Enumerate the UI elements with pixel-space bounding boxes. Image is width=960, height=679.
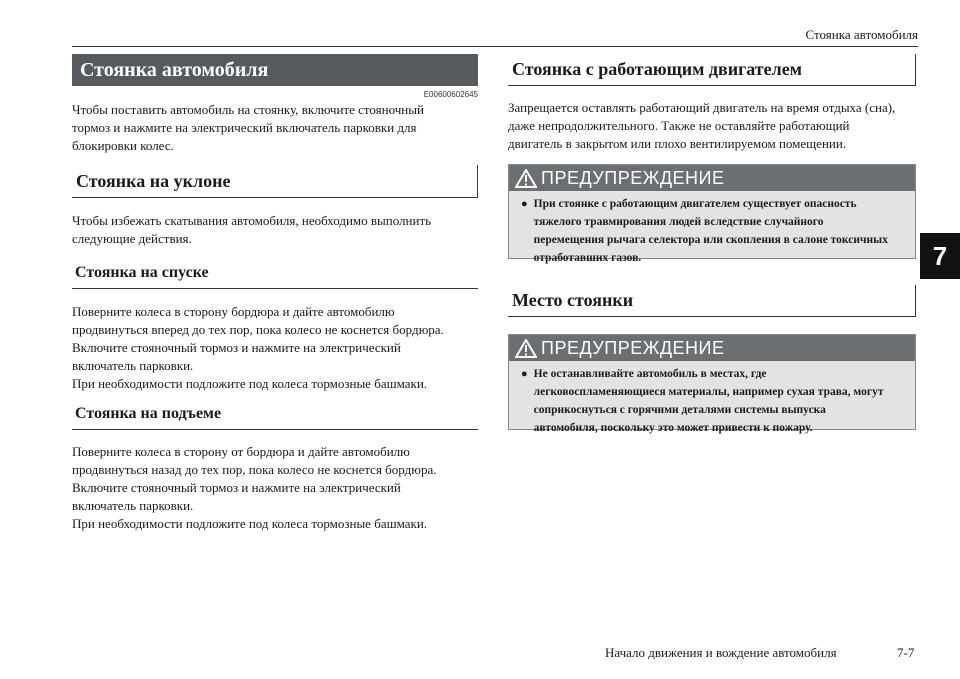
warning-line: автомобиля, поскольку это может привести к пожару. [533, 422, 813, 434]
warning-box-place [508, 334, 916, 434]
warning-header [509, 165, 915, 191]
warning-line: При стоянке с работающим двигателем существует опасность [533, 198, 857, 210]
text-line: следующие действия. [72, 231, 192, 246]
warning-line: тяжелого травмирования людей вследствие случайного [533, 216, 824, 228]
running-header: Стоянка автомобиля [805, 27, 918, 42]
text-line: включатель парковки. [72, 358, 194, 373]
text-line: При необходимости подложите под колеса тормозные башмаки. [72, 376, 428, 391]
text-line: Включите стояночный тормоз и нажмите на электрический [72, 480, 401, 495]
text-line: включатель парковки. [72, 498, 194, 513]
downhill-paragraph [72, 303, 478, 393]
top-rule [72, 46, 918, 47]
warning-line: отработавших газов. [533, 252, 642, 264]
engine-paragraph [508, 99, 918, 153]
text-line: Поверните колеса в сторону от бордюра и дайте автомобилю [72, 444, 410, 459]
section-title-parking: Стоянка автомобиля [72, 54, 478, 86]
warning-triangle-icon [515, 169, 537, 188]
warning-line: перемещения рычага селектора или скопления в салоне токсичных [533, 234, 888, 246]
text-line: Чтобы избежать скатывания автомобиля, необходимо выполнить [72, 213, 432, 228]
heading-downhill: Стоянка на спуске [72, 264, 478, 289]
page-number: 7-7 [897, 645, 915, 660]
intro-paragraph [72, 101, 478, 155]
text-line: Чтобы поставить автомобиль на стоянку, включите стояночный [72, 102, 424, 117]
text-line: Поверните колеса в сторону бордюра и дайте автомобилю [72, 304, 395, 319]
warning-label: ПРЕДУПРЕЖДЕНИЕ [541, 167, 725, 188]
warning-line: Не останавливайте автомобиль в местах, где [533, 368, 767, 380]
warning-box-engine [508, 164, 916, 264]
uphill-paragraph [72, 443, 478, 533]
text-line: даже непродолжительного. Также не оставляйте работающий [508, 118, 850, 133]
warning-content [509, 191, 915, 273]
footer-chapter-title: Начало движения и вождение автомобиля [605, 645, 837, 660]
text-line: Включите стояночный тормоз и нажмите на электрический [72, 340, 401, 355]
text-line: блокировки колес. [72, 138, 174, 153]
text-line: При необходимости подложите под колеса тормозные башмаки. [72, 516, 428, 531]
bullet-icon: ● [521, 368, 528, 380]
text-line: двигатель в закрытом или плохо вентилируемом помещении. [508, 136, 847, 151]
heading-slope: Стоянка на уклоне [72, 165, 478, 198]
chapter-tab: 7 [920, 233, 960, 279]
bullet-icon: ● [521, 198, 528, 210]
warning-line: легковоспламеняющиеся материалы, например сухая трава, могут [533, 386, 884, 398]
warning-header [509, 335, 915, 361]
heading-uphill: Стоянка на подъеме [72, 405, 478, 430]
heading-parking-place: Место стоянки [508, 285, 916, 317]
text-line: продвинуться вперед до тех пор, пока колесо не коснется бордюра. [72, 322, 444, 337]
warning-label: ПРЕДУПРЕЖДЕНИЕ [541, 337, 725, 358]
warning-triangle-icon [515, 339, 537, 358]
heading-engine-running: Стоянка с работающим двигателем [508, 54, 916, 86]
warning-line: соприкоснуться с горячими деталями системы выпуска [533, 404, 826, 416]
text-line: Запрещается оставлять работающий двигатель на время отдыха (сна), [508, 100, 896, 115]
text-line: тормоз и нажмите на электрический включатель парковки для [72, 120, 417, 135]
text-line: продвинуться назад до тех пор, пока колесо не коснется бордюра. [72, 462, 437, 477]
slope-paragraph [72, 212, 478, 248]
document-code: E00600602645 [423, 90, 478, 99]
warning-content [509, 361, 915, 443]
